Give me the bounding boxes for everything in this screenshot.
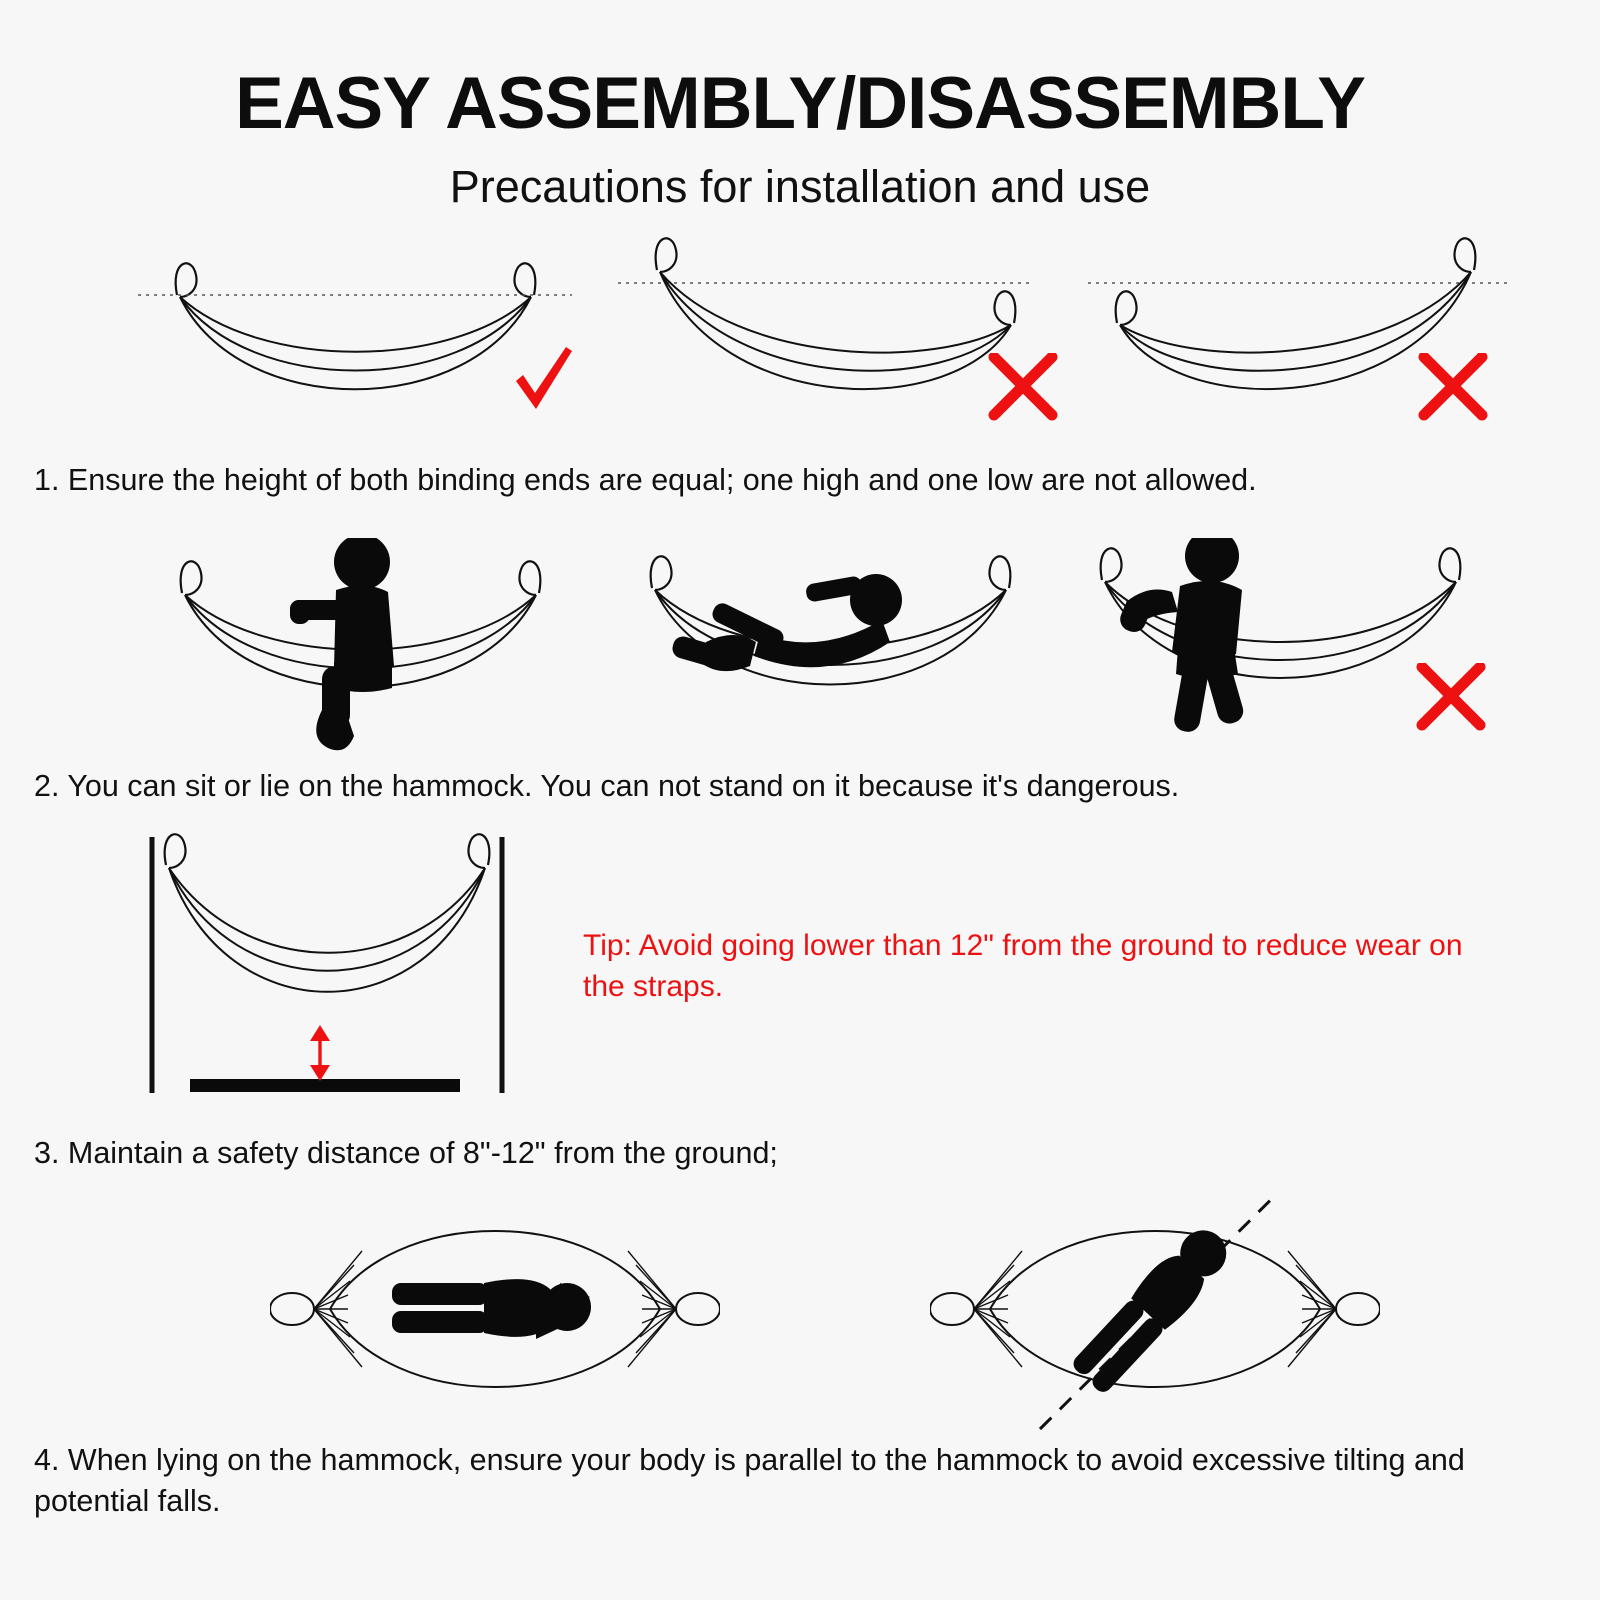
page-subtitle: Precautions for installation and use [449, 160, 1151, 212]
hammock-height-diagram [130, 833, 550, 1123]
hammock-top-parallel-diagram [270, 1199, 720, 1419]
cross-mark-icon [1418, 353, 1488, 423]
page-title: EASY ASSEMBLY/DISASSEMBLY [235, 63, 1365, 144]
step-2-illustrations [0, 538, 1600, 758]
step-1-caption: 1. Ensure the height of both binding ends are equal; one high and one low are not allowed. [34, 462, 1257, 497]
double-arrow-vertical-icon [310, 1025, 330, 1081]
step-3-caption: 3. Maintain a safety distance of 8"-12" from the ground; [34, 1135, 778, 1170]
hammock-sitting-diagram [140, 538, 600, 758]
step-2-caption: 2. You can sit or lie on the hammock. You can not stand on it because it's dangerous. [34, 769, 1180, 804]
step-1-illustrations [0, 235, 1600, 450]
step-3-tip: Tip: Avoid going lower than 12" from the ground to reduce wear on the straps. [583, 928, 1463, 1004]
step-4-illustrations [0, 1199, 1600, 1434]
cross-mark-icon [1416, 663, 1486, 733]
hammock-top-diagonal-diagram [930, 1199, 1380, 1434]
hammock-lying-diagram [610, 538, 1070, 758]
cross-mark-icon [988, 353, 1058, 423]
step-4-caption: 4. When lying on the hammock, ensure your body is parallel to the hammock to avoid excessive tilting and potential falls. [34, 1443, 1465, 1518]
check-mark-icon [510, 345, 580, 425]
step-3-illustrations [0, 833, 1600, 1123]
